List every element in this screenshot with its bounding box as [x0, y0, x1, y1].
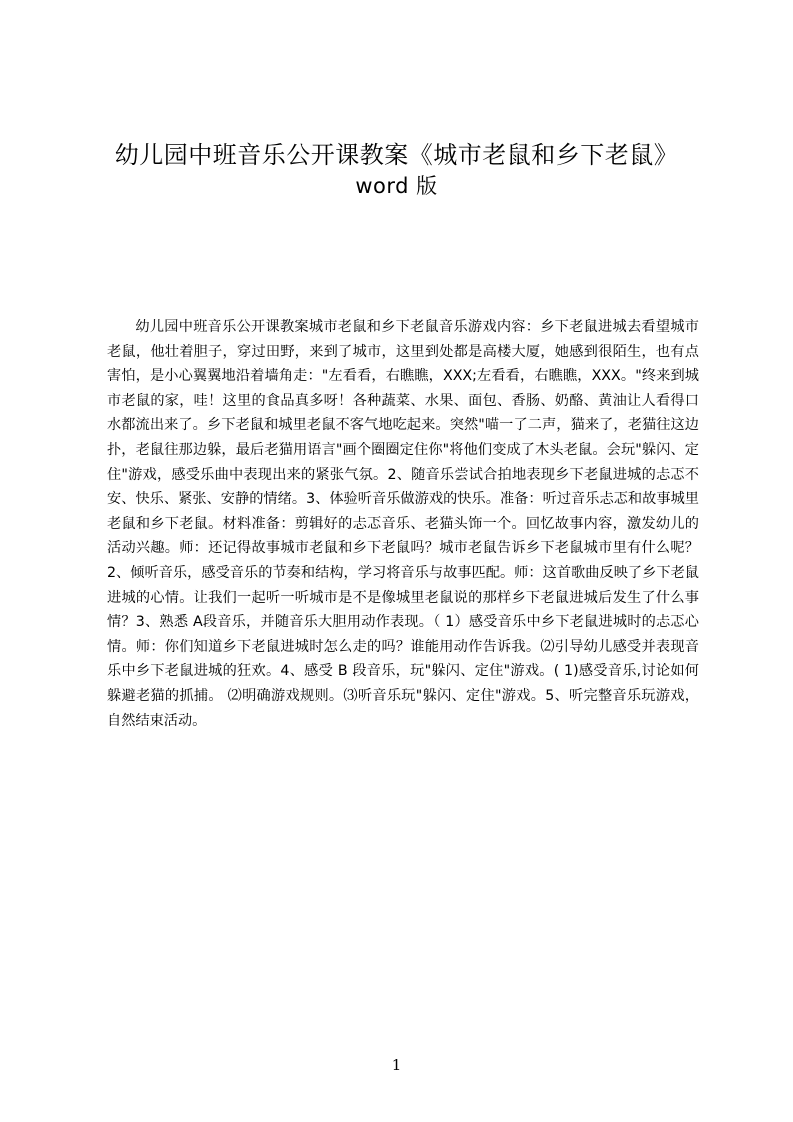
document-title: [60, 140, 733, 202]
body-paragraph: 幼儿园中班音乐公开课教案城市老鼠和乡下老鼠音乐游戏内容：乡下老鼠进城去看望城市老鼠，他壮着胆子，穿过田野，来到了城市，这里到处都是高楼大厦，她感到很陌生，也有点害怕，是小心翼翼地沿着墙角走："左看看，右瞧瞧，XXX;左看看，右瞧瞧，XXX。"终来到城市老鼠的家，哇！这里的食品真多呀！各种蔬菜、水果、面包、香肠、奶酪、黄油让人看得口水都流出来了。乡下老鼠和城里老鼠不客气地吃起来。突然"喵一了二声，猫来了，老猫往这边扑，老鼠往那边躲，最后老猫用语言"画个圈圈定住你"将他们变成了木头老鼠。会玩"躲闪、定住"游戏，感受乐曲中表现出来的紧张气氛。2、随音乐尝试合拍地表现乡下老鼠进城的忐忑不安、快乐、紧张、安静的情绪。3、体验听音乐做游戏的快乐。准备：听过音乐忐忑和故事城里老鼠和乡下老鼠。材料准备：剪辑好的忐忑音乐、老猫头饰一个。回忆故事内容，激发幼儿的活动兴趣。师：还记得故事城市老鼠和乡下老鼠吗？城市老鼠告诉乡下老鼠城市里有什么呢？2、倾听音乐，感受音乐的节奏和结构，学习将音乐与故事匹配。师：这首歌曲反映了乡下老鼠进城的心情。让我们一起听一听城市是不是像城里老鼠说的那样乡下老鼠进城后发生了什么事情？3、熟悉 A段音乐，并随音乐大胆用动作表现。（ 1）感受音乐中乡下老鼠进城时的忐忑心情。师：你们知道乡下老鼠进城时怎么走的吗？谁能用动作告诉我。⑵引导幼儿感受并表现音乐中乡下老鼠进城的狂欢。4、感受 B 段音乐，玩"躲闪、定住"游戏。( 1)感受音乐,讨论如何躲避老猫的抓捕。 ⑵明确游戏规则。⑶听音乐玩"躲闪、定住"游戏。5、听完整音乐玩游戏，自然结束活动。: [107, 319, 699, 729]
page-number: 1: [391, 1056, 402, 1074]
title-main: 幼儿园中班音乐公开课教案《城市老鼠和乡下老鼠》: [114, 141, 679, 169]
title-subtitle: word 版: [355, 174, 438, 198]
